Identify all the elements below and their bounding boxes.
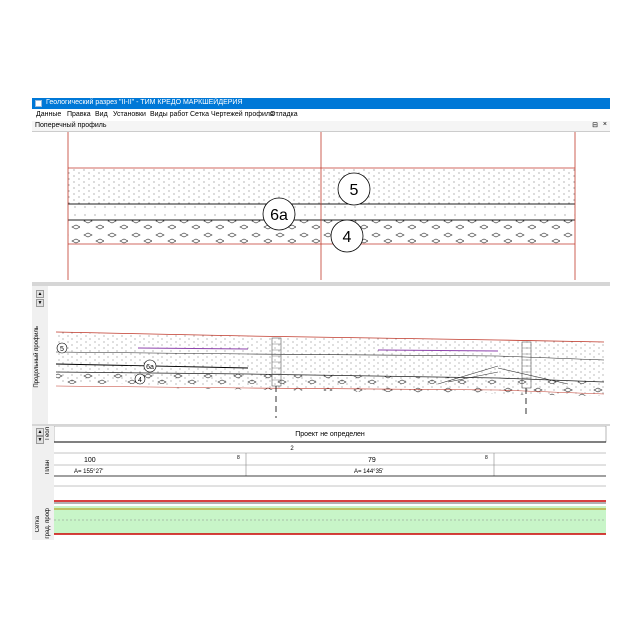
svg-text:6а: 6а xyxy=(270,207,288,224)
grid-sidebar xyxy=(32,426,55,540)
layer-label-4 xyxy=(331,220,363,252)
plan-tab[interactable]: План xyxy=(45,460,51,475)
menu-work-types[interactable]: Виды работ xyxy=(150,111,189,118)
azimuth-2: A= 144°35' xyxy=(354,469,384,475)
close-icon[interactable]: × xyxy=(602,121,607,128)
menu-view[interactable]: Вид xyxy=(95,111,108,118)
long-layer-label-5 xyxy=(57,343,67,353)
svg-text:4: 4 xyxy=(138,377,142,384)
title-bar xyxy=(32,98,610,109)
long-layer-label-6a xyxy=(144,360,156,372)
grid-scroll-down-icon[interactable]: ▼ xyxy=(37,437,43,443)
layer-5-fill xyxy=(68,168,575,204)
long-profile-sidebar xyxy=(32,286,49,424)
svg-text:5: 5 xyxy=(349,182,359,199)
long-layer-label-4 xyxy=(135,374,145,384)
long-profile-tab[interactable]: Продольный профиль xyxy=(34,326,40,388)
menu-settings[interactable]: Установки xyxy=(113,111,146,118)
layer-label-5 xyxy=(338,173,370,205)
scroll-up-icon[interactable]: ▲ xyxy=(37,291,43,297)
station-mark-2: 8 xyxy=(485,455,488,461)
grid-tab[interactable]: Сетка xyxy=(35,516,41,533)
project-status-label: Проект не определен xyxy=(295,431,365,438)
long-profile-view[interactable] xyxy=(48,286,610,424)
pin-icon[interactable]: ⊟ xyxy=(592,122,598,129)
layer-6a-fill xyxy=(68,204,575,220)
layer-label-6a xyxy=(263,198,295,230)
menu-bar xyxy=(32,109,610,121)
menu-debug[interactable]: Отладка xyxy=(270,111,298,118)
cross-section-title: Поперечный профиль xyxy=(35,122,107,129)
scroll-down-icon[interactable]: ▼ xyxy=(37,300,43,306)
app-icon xyxy=(35,100,42,107)
layer-4-fill xyxy=(68,220,575,244)
grade-profile-tab[interactable]: град. проф xyxy=(45,508,51,539)
distance-2: 79 xyxy=(368,457,376,464)
station-mark-1: 8 xyxy=(237,455,240,461)
profile-grid xyxy=(54,426,610,540)
svg-text:4: 4 xyxy=(342,229,352,246)
distance-1: 100 xyxy=(84,457,96,464)
cross-section-header xyxy=(32,121,610,132)
svg-text:6а: 6а xyxy=(146,364,154,371)
geology-tab[interactable]: Геол xyxy=(45,427,51,440)
azimuth-1: A= 155°27' xyxy=(74,469,104,475)
menu-data[interactable]: Данные xyxy=(36,111,62,118)
application-window xyxy=(32,98,610,540)
grid-scroll-up-icon[interactable]: ▲ xyxy=(37,429,43,435)
window-title: Геологический разрез "II-II" - ТИМ КРЕДО МАРКШЕЙДЕРИЯ xyxy=(46,99,243,106)
menu-edit[interactable]: Правка xyxy=(67,111,91,118)
segment-number: 2 xyxy=(290,446,294,452)
svg-text:5: 5 xyxy=(60,346,64,353)
menu-profile-grid[interactable]: Сетка Чертежей профиля xyxy=(190,111,274,118)
cross-section-view[interactable] xyxy=(32,132,610,282)
